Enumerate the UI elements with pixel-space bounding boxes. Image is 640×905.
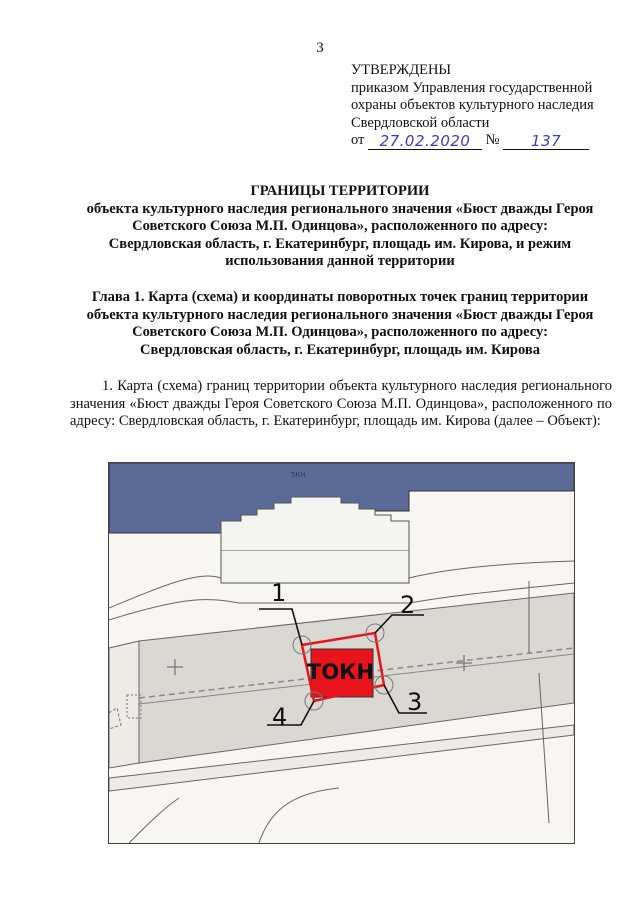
title-line: Свердловская область, г. Екатеринбург, площадь им. Кирова xyxy=(140,341,540,358)
title-line: Глава 1. Карта (схема) и координаты поворотных точек границ территории xyxy=(91,289,589,305)
approval-block xyxy=(351,62,631,150)
point-label-4: 4 xyxy=(272,703,288,731)
number-field xyxy=(503,133,589,150)
number-prefix: № xyxy=(485,132,500,148)
approval-heading: УТВЕРЖДЕНЫ xyxy=(351,62,452,78)
building-label: 5КН xyxy=(291,471,306,479)
point-label-3: 3 xyxy=(407,688,423,716)
point-label-2: 2 xyxy=(400,591,416,619)
handwritten-number: 137 xyxy=(531,131,562,150)
approval-line: охраны объектов культурного наследия xyxy=(351,97,594,113)
approval-date-row xyxy=(351,132,631,150)
point-label-1: 1 xyxy=(271,579,287,607)
title-line: объекта культурного наследия регионального значения «Бюст дважды Героя xyxy=(86,200,594,217)
porch-base xyxy=(221,551,409,583)
title-line: Свердловская область, г. Екатеринбург, площадь им. Кирова, и режим xyxy=(108,235,572,252)
title-line: ГРАНИЦЫ ТЕРРИТОРИИ xyxy=(250,183,430,199)
territory-map xyxy=(108,462,575,844)
chapter-title xyxy=(40,289,640,359)
date-prefix: от xyxy=(351,132,365,148)
approval-line: Свердловской области xyxy=(351,114,490,131)
document-title xyxy=(40,183,640,271)
date-field xyxy=(368,133,482,150)
title-line: Советского Союза М.П. Одинцова», расположенного по адресу: xyxy=(132,324,548,340)
title-line: Советского Союза М.П. Одинцова», расположенного по адресу: xyxy=(132,218,548,234)
map-svg xyxy=(109,463,574,843)
square-paving-left xyxy=(109,641,139,768)
title-line: использования данной территории xyxy=(225,253,455,269)
approval-line: приказом Управления государственной xyxy=(351,79,593,96)
handwritten-date: 27.02.2020 xyxy=(379,131,471,150)
title-line: объекта культурного наследия регионального значения «Бюст дважды Героя xyxy=(86,306,594,323)
paragraph-1: 1. Карта (схема) границ территории объекта культурного наследия регионального значения «Бюст дважды Героя Советского Союза М.П. Одинцова», расположенного по адресу: Свердловская область, г. Екатеринбург, площадь им. Кирова (далее – Объект): xyxy=(70,378,612,429)
object-label: ТОКН xyxy=(307,660,374,684)
page-number: 3 xyxy=(316,40,324,56)
